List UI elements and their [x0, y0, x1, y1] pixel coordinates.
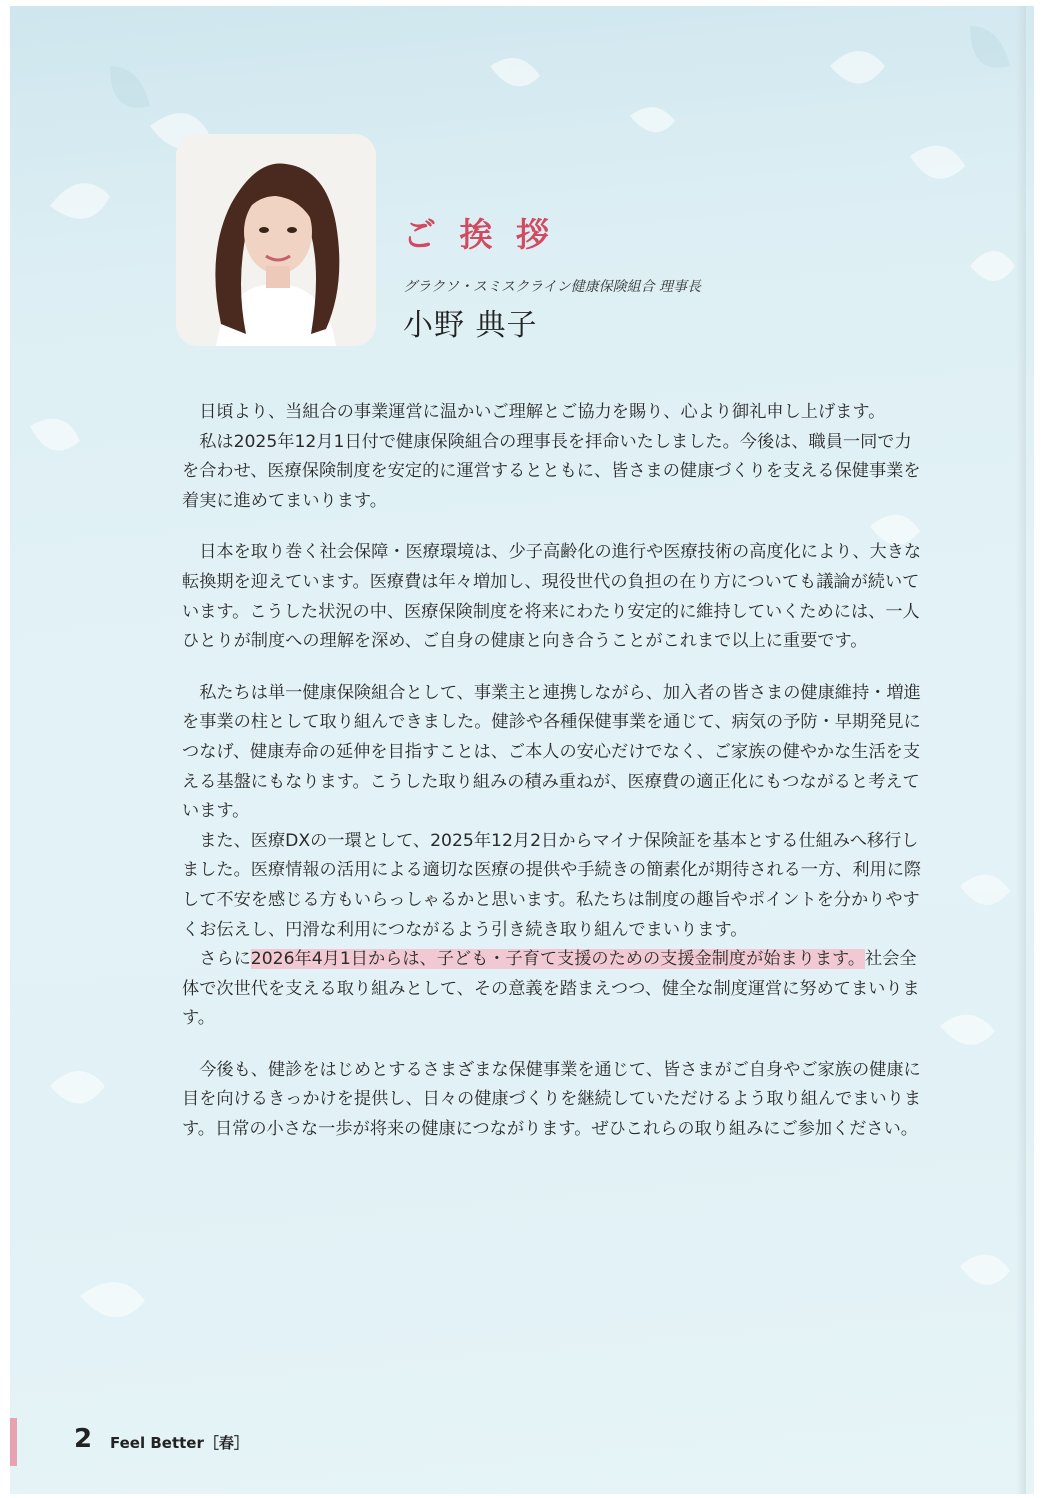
paragraph: 私たちは単一健康保険組合として、事業主と連携しながら、加入者の皆さまの健康維持・増進を事業の柱として取り組んできました。健診や各種保健事業を通じて、病気の予防・早期発見につなげ、健康寿命の延伸を目指すことは、ご本人の安心だけでなく、ご家族の健やかな生活を支える基盤にもなります。こうした取り組みの積み重ねが、医療費の適正化にもつながると考えています。: [182, 682, 921, 822]
paragraph: 日頃より、当組合の事業運営に温かいご理解とご協力を賜り、心より御礼申し上げます。: [199, 402, 886, 422]
highlighted-text: 2026年4月1日からは、子ども・子育て支援のための支援金制度が始まります。: [250, 949, 866, 970]
paragraph: 私は2025年12月1日付で健康保険組合の理事長を拝命いたしました。今後は、職員一同で力を合わせ、医療保険制度を安定的に運営するとともに、皆さまの健康づくりを支える保健事業を着実に進めてまいります。: [182, 431, 921, 511]
paragraph: また、医療DXの一環として、2025年12月2日からマイナ保険証を基本とする仕組みへ移行しました。医療情報の活用による適切な医療の提供や手続きの簡素化が期待される一方、利用に際して不安を感じる方もいらっしゃるかと思います。私たちは制度の趣旨やポイントを分かりやすくお伝えし、円滑な利用につながるよう引き続き取り組んでまいります。: [182, 830, 922, 940]
page-marker-bar: [10, 1418, 17, 1466]
paragraph-highlighted: [182, 945, 927, 1034]
paragraph: 日本を取り巻く社会保障・医療環境は、少子高齢化の進行や医療技術の高度化により、大きな転換期を迎えています。医療費は年々増加し、現役世代の負担の在り方についても議論が続いています。こうした状況の中、医療保険制度を将来にわたり安定的に維持していくためには、一人ひとりが制度への理解を深め、ご自身の健康と向き合うことがこれまで以上に重要です。: [182, 542, 922, 652]
article-body: [182, 398, 927, 1145]
paragraph: 今後も、健診をはじめとするさまざまな保健事業を通じて、皆さまがご自身やご家族の健康に目を向けるきっかけを提供し、日々の健康づくりを継続していただけるよう取り組んでまいります。日常の小さな一歩が将来の健康につながります。ぜひこれらの取り組みにご参加ください。: [182, 1059, 922, 1140]
page: [10, 6, 1034, 1494]
portrait-photo: [176, 134, 376, 346]
text-span: さらに: [199, 949, 251, 970]
page-title: ご 挨 拶: [403, 215, 555, 254]
author-affiliation: グラクソ・スミスクライン健康保険組合 理事長: [403, 279, 702, 295]
author-name: 小野 典子: [403, 308, 538, 343]
page-edge-shadow: [1016, 6, 1026, 1494]
magazine-title: Feel Better［春］: [110, 1434, 249, 1452]
text-span: 社会全体で次世代を支える取り組みとして、その意義を踏まえつつ、健全な制度運営に努めてまいります。: [182, 949, 920, 1029]
page-number: 2: [74, 1424, 93, 1454]
